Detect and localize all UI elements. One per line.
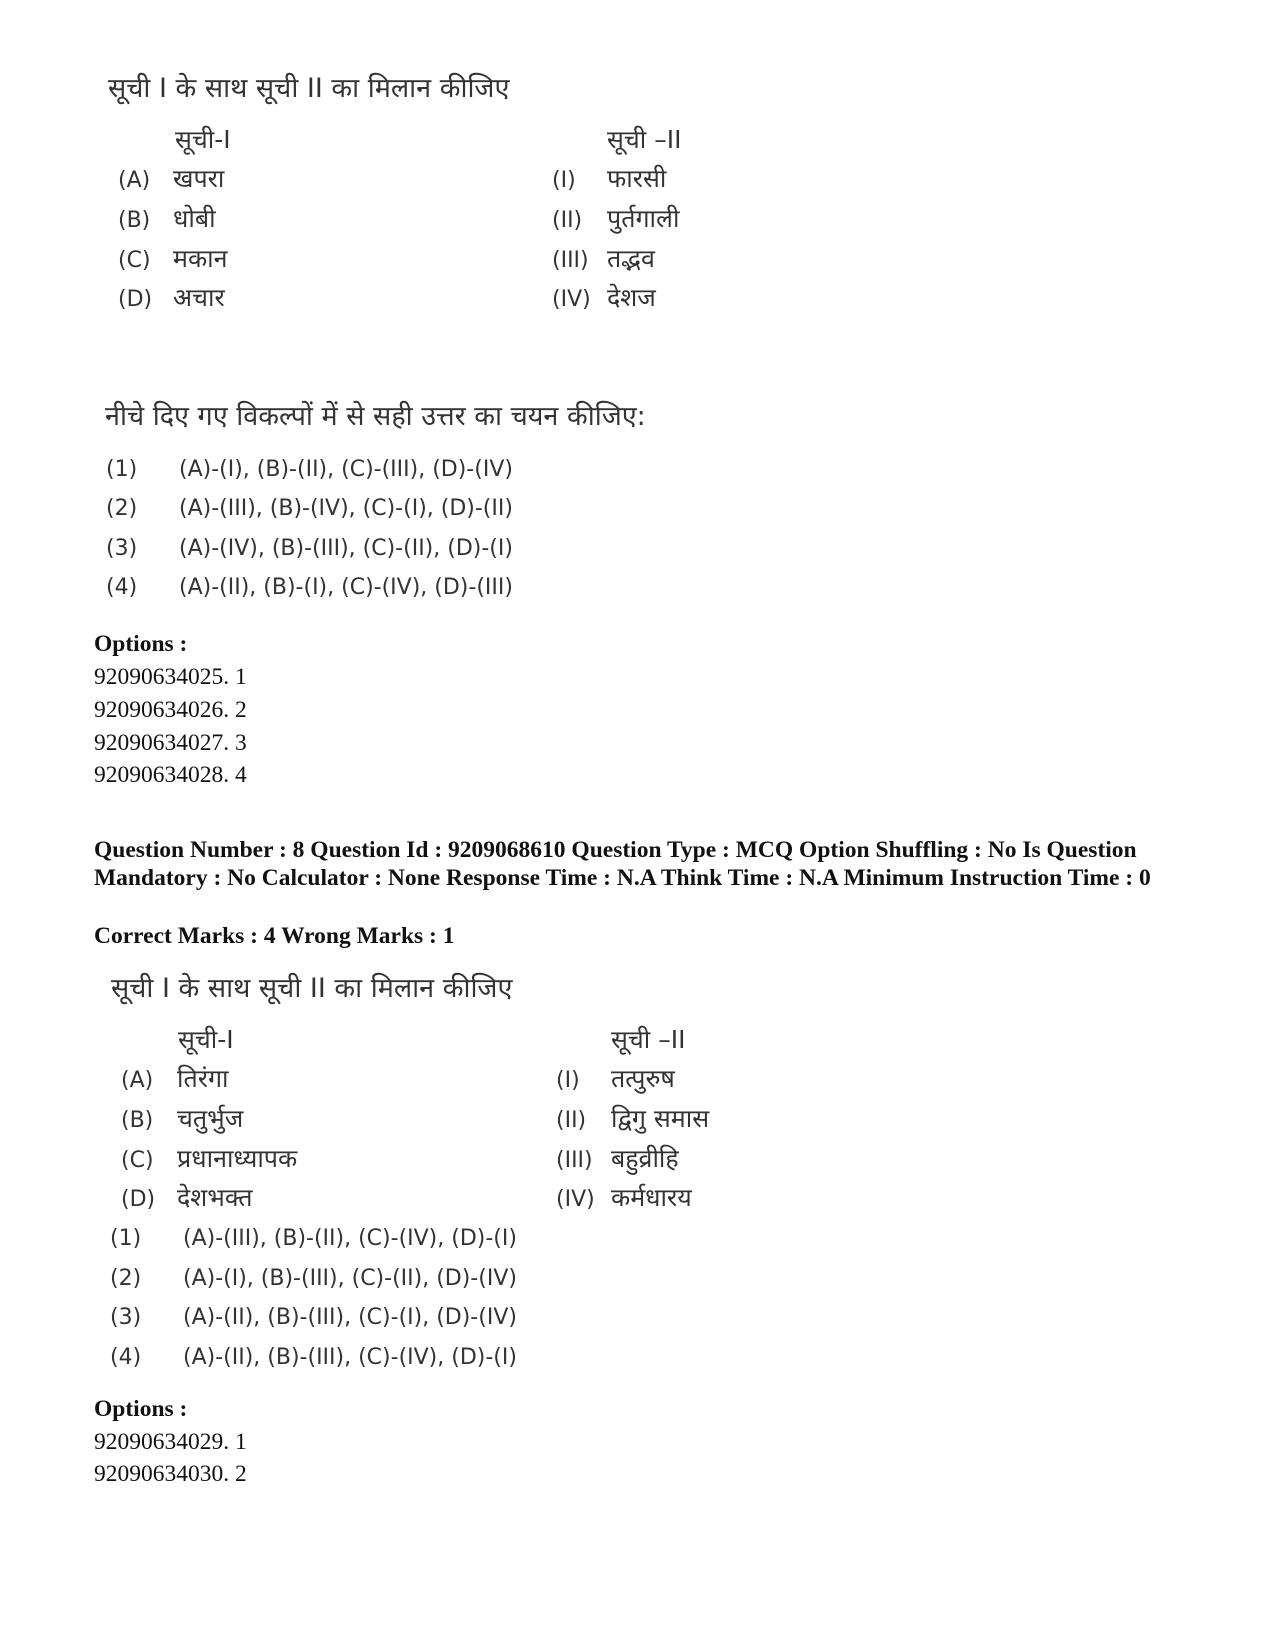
q7-list2-label: (III) — [552, 248, 589, 273]
q8-marks: Correct Marks : 4 Wrong Marks : 1 — [94, 923, 455, 949]
q7-choice-text: (A)-(IV), (B)-(III), (C)-(II), (D)-(I) — [179, 536, 513, 561]
q8-list1-label: (C) — [121, 1148, 154, 1173]
q8-list2-label: (IV) — [556, 1187, 595, 1212]
q7-options-label: Options : — [94, 631, 188, 657]
q8-list2-label: (I) — [556, 1068, 580, 1093]
q7-option-id: 92090634028. 4 — [94, 762, 247, 788]
q8-list2-item: कर्मधारय — [611, 1183, 692, 1212]
q8-list1-label: (B) — [121, 1108, 154, 1133]
q8-list2-item: द्विगु समास — [611, 1104, 710, 1133]
q8-list1-label: (A) — [121, 1068, 154, 1093]
q8-list2-heading: सूची –II — [611, 1025, 686, 1054]
q8-list1-item: चतुर्भुज — [177, 1104, 244, 1133]
q8-choice-text: (A)-(II), (B)-(III), (C)-(I), (D)-(IV) — [183, 1305, 517, 1330]
q7-choice-number: (2) — [106, 496, 138, 521]
q7-list1-heading: सूची-I — [175, 125, 231, 154]
q8-choice-number: (1) — [110, 1226, 142, 1251]
q7-choice-text: (A)-(II), (B)-(I), (C)-(IV), (D)-(III) — [179, 575, 513, 600]
q7-list1-label: (D) — [118, 287, 153, 312]
q8-option-id: 92090634029. 1 — [94, 1429, 247, 1455]
q8-meta: Question Number : 8 Question Id : 9209068610 Question Type : MCQ Option Shuffling : No Is Question Mandatory : No Calculator : None Response Time : N.A Think Time : N.A Minimum Instruction Time : 0 — [94, 837, 1151, 891]
q7-list2-item: पुर्तगाली — [607, 204, 680, 233]
q7-choose-text: नीचे दिए गए विकल्पों में से सही उत्तर का चयन कीजिए: — [105, 401, 646, 432]
q8-list1-heading: सूची-I — [178, 1025, 234, 1054]
q7-list2-label: (II) — [552, 208, 583, 233]
q8-list2-label: (III) — [556, 1148, 593, 1173]
q8-choice-number: (2) — [110, 1266, 142, 1291]
q7-list1-label: (B) — [118, 208, 151, 233]
q7-list1-item: अचार — [173, 283, 225, 312]
q8-choice-number: (3) — [110, 1305, 142, 1330]
q8-list2-item: तत्पुरुष — [611, 1064, 675, 1093]
q8-list1-item: प्रधानाध्यापक — [177, 1144, 298, 1173]
q7-choice-text: (A)-(I), (B)-(II), (C)-(III), (D)-(IV) — [179, 457, 513, 482]
q7-option-id: 92090634026. 2 — [94, 697, 247, 723]
q7-instruction: सूची I के साथ सूची II का मिलान कीजिए — [108, 73, 510, 104]
q7-option-id: 92090634025. 1 — [94, 664, 247, 690]
q7-list2-item: तद्भव — [607, 244, 655, 273]
q7-list1-item: धोबी — [173, 204, 216, 233]
q7-list1-item: मकान — [173, 244, 228, 273]
q7-list1-label: (C) — [118, 248, 151, 273]
q8-list1-item: देशभक्त — [177, 1183, 253, 1212]
q8-list1-item: तिरंगा — [177, 1064, 229, 1093]
q7-list1-item: खपरा — [173, 164, 225, 193]
q8-instruction: सूची I के साथ सूची II का मिलान कीजिए — [111, 973, 513, 1004]
q8-option-id: 92090634030. 2 — [94, 1461, 247, 1487]
q8-choice-text: (A)-(I), (B)-(III), (C)-(II), (D)-(IV) — [183, 1266, 517, 1291]
q8-list2-label: (II) — [556, 1108, 587, 1133]
q7-list2-item: देशज — [607, 283, 656, 312]
q7-list2-item: फारसी — [607, 164, 667, 193]
q7-choice-number: (4) — [106, 575, 138, 600]
q8-options-label: Options : — [94, 1396, 188, 1422]
q7-option-id: 92090634027. 3 — [94, 730, 247, 756]
q7-choice-text: (A)-(III), (B)-(IV), (C)-(I), (D)-(II) — [179, 496, 513, 521]
q8-list1-label: (D) — [121, 1187, 156, 1212]
q7-list2-label: (IV) — [552, 287, 591, 312]
q7-choice-number: (3) — [106, 536, 138, 561]
q7-choice-number: (1) — [106, 457, 138, 482]
q7-list2-heading: सूची –II — [607, 125, 682, 154]
q8-choice-number: (4) — [110, 1345, 142, 1370]
q8-list2-item: बहुव्रीहि — [611, 1144, 679, 1173]
q7-list2-label: (I) — [552, 168, 576, 193]
q8-choice-text: (A)-(II), (B)-(III), (C)-(IV), (D)-(I) — [183, 1345, 517, 1370]
q8-choice-text: (A)-(III), (B)-(II), (C)-(IV), (D)-(I) — [183, 1226, 517, 1251]
q7-list1-label: (A) — [118, 168, 151, 193]
